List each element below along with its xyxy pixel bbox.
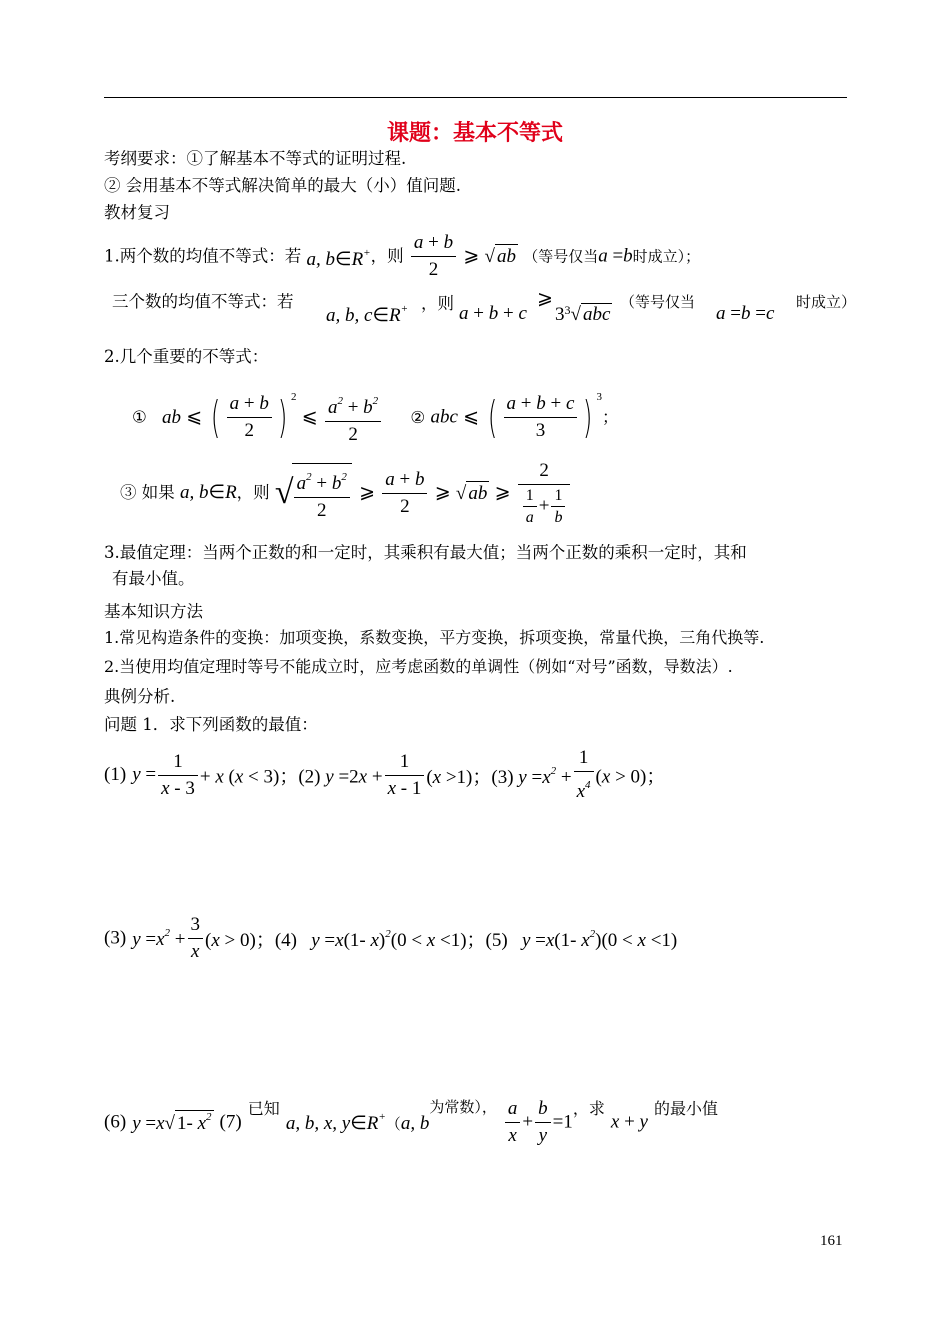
item3-line-1: 最值定理：当两个正数的和一定时，其乘积有最大值；当两个正数的乘积一定时，其和 xyxy=(119,543,747,562)
method-2 xyxy=(104,655,733,679)
examples-heading: 典例分析. xyxy=(104,687,176,706)
geq-symbol-3: ⩾ xyxy=(537,288,553,309)
formula-a-b-in-r: a, b∈R+ xyxy=(306,247,371,270)
important-inequality-1: ① ab ⩽ ( $\frac{a + b}{2}$ ) $^2$ ⩽ $\frac{a^2 + b^2}{2}$ ② abc ⩽ ( $\frac{a + b + c}{3}$ ) $^3$； xyxy=(132,385,619,448)
problem7-constant: 为常数）， xyxy=(429,1098,497,1116)
syllabus-line-2: ② 会用基本不等式解决简单的最大（小）值问题. xyxy=(104,176,461,195)
exponent-2: 2 xyxy=(291,391,297,403)
page-number: 161 xyxy=(820,1233,843,1249)
header-rule xyxy=(104,97,847,98)
page-title: 课题：基本不等式 xyxy=(386,121,563,146)
formula-a-eq-b: a =b xyxy=(598,245,633,267)
sqrt-ab: √ ab xyxy=(484,246,516,267)
fraction-3-over-x: $\frac{3}{x}$ xyxy=(188,912,204,965)
problem7-find: ，求 xyxy=(572,1099,605,1118)
fraction-a-plus-b-over-2: $\frac{a + b}{2}$ xyxy=(227,391,272,444)
problem7-known: 已知 xyxy=(247,1099,280,1118)
fraction-abc-sum-over-3: $\frac{a + b + c}{3}$ xyxy=(504,391,578,444)
left-paren: ( xyxy=(488,391,498,443)
leq-symbol: ⩽ xyxy=(301,406,318,428)
formula-abc-in-r: a, b, c∈R+ xyxy=(326,303,409,326)
fraction-a-plus-b-over-2: $\frac{a + b}{2}$ xyxy=(382,467,427,520)
method1-text: 常见构造条件的变换：加项变换，系数变换，平方变换，拆项变换，常量代换，三角代换等. xyxy=(119,628,765,647)
item3-line-2: 有最小值。 xyxy=(112,569,195,588)
formula-a-b-c-sum: a + b + c xyxy=(459,303,527,324)
item2-heading xyxy=(104,345,268,369)
right-paren: ) xyxy=(583,391,593,443)
fraction-squares-over-2: $\frac{a^2 + b^2}{2}$ xyxy=(292,463,352,524)
syllabus-line-1: 考纲要求：①了解基本不等式的证明过程. xyxy=(104,149,407,168)
circle-one: ① xyxy=(132,407,147,427)
circle-three-label: ③ 如果 xyxy=(120,483,175,502)
fraction-b-over-y: $\frac{b}{y}$ xyxy=(535,1096,551,1149)
formula-abc: abc xyxy=(430,406,458,428)
item3-number: 3. xyxy=(104,543,120,562)
leq-symbol: ⩽ xyxy=(186,406,203,428)
problem-row-2: (3) $y =x^2$ + $\frac{3}{x}$ (x > 0)；(4) y =x(1- x)$^2$(0 < x <1)；(5) y =x(1- $x^2)(0 < x <1)$ xyxy=(104,912,677,965)
exponent-3: 3 xyxy=(596,391,603,403)
method-1 xyxy=(104,626,764,650)
item1b-equality-end: 时成立） xyxy=(796,293,857,311)
item1b-equality-note: （等号仅当 xyxy=(620,293,696,311)
geq-symbol: ⩾ xyxy=(434,482,451,503)
item3-max-min-theorem xyxy=(104,541,747,565)
sqrt-ab: √ ab xyxy=(455,482,488,504)
formula-ab: ab xyxy=(162,406,182,428)
method1-number: 1. xyxy=(104,628,120,647)
left-paren: ( xyxy=(211,391,221,443)
cube-root-abc: $3^3√$ abc xyxy=(555,303,611,325)
fraction-a-over-x: $\frac{a}{x}$ xyxy=(505,1096,521,1149)
item2-label: 几个重要的不等式： xyxy=(119,347,269,366)
fraction-1-over-x-minus-1: $\frac{1}{x - 1}$ xyxy=(385,749,425,802)
leq-symbol: ⩽ xyxy=(463,406,480,428)
formula-a-b-in-r: a, b∈R xyxy=(180,482,237,503)
fraction-1-over-b: $\frac{1}{b}$ xyxy=(551,485,565,528)
method2-text: 当使用均值定理时等号不能成立时，应考虑函数的单调性（例如“对号”函数，导数法）. xyxy=(119,657,733,676)
fraction-a-plus-b-over-2: $\frac{a + b}{2}$ xyxy=(411,230,456,283)
item2-number: 2. xyxy=(104,347,120,366)
item1-then: ，则 xyxy=(370,246,404,266)
item1-equality-end: 时成立）； xyxy=(632,247,701,266)
item1b-then: ，则 xyxy=(421,294,454,313)
problem-row-1: (1) y = $\frac{1}{x - 3}$ + x (x < 3)；(2) y =2x + $\frac{1}{x - 1}$ (x >1)；(3) $y =x^2$ + $\frac{1}{x^4}$ (x > 0)； xyxy=(104,745,665,805)
harmonic-mean-fraction: 2 $\frac{1}{a}$ + $\frac{1}{b}$ xyxy=(518,458,571,528)
formula-a-eq-b-eq-c: a =b =c xyxy=(716,303,775,324)
two-number-mean-inequality xyxy=(104,230,700,283)
item1-label: 两个数的均值不等式：若 xyxy=(119,246,302,266)
methods-heading: 基本知识方法 xyxy=(104,602,203,621)
fraction-1-over-a: $\frac{1}{a}$ xyxy=(523,485,537,528)
problem-row-3: (6) y =x√ 1- $x^2$ (7) $^{已知}$ a, b, x, y∈R+（a, $b^{为常数),}$ $\frac{a}{x}$ + $\frac{b}{y}$ $=1^{,求}$ x + y $^{的最小值}$ xyxy=(104,1096,718,1149)
review-heading: 教材复习 xyxy=(104,203,170,222)
three-number-mean-inequality xyxy=(112,290,294,314)
fraction-squares-over-2: $\frac{a^2 + b^2}{2}$ xyxy=(325,388,381,448)
item1b-label: 三个数的均值不等式：若 xyxy=(112,292,294,311)
item1-equality-note: （等号仅当 xyxy=(523,247,599,266)
item1-number: 1. xyxy=(104,246,120,266)
fraction-1-over-x-minus-3: $\frac{1}{x - 3}$ xyxy=(158,749,198,802)
problem-1-heading: 问题 1．求下列函数的最值： xyxy=(104,715,318,734)
geq-symbol: ⩾ xyxy=(494,482,511,503)
problem7-min: 的最小值 xyxy=(654,1099,719,1118)
important-inequality-3 xyxy=(120,458,572,528)
circle-two: ② xyxy=(410,407,426,427)
right-paren: ) xyxy=(277,391,288,443)
circle-three-then: ，则 xyxy=(236,483,270,502)
geq-symbol: ⩾ xyxy=(359,482,375,503)
geq-symbol: ⩾ xyxy=(463,245,480,267)
sqrt-quadratic-mean: √ xyxy=(274,474,294,511)
fraction-1-over-x4: $\frac{1}{x^4}$ xyxy=(574,745,594,805)
method2-number: 2. xyxy=(104,657,120,676)
